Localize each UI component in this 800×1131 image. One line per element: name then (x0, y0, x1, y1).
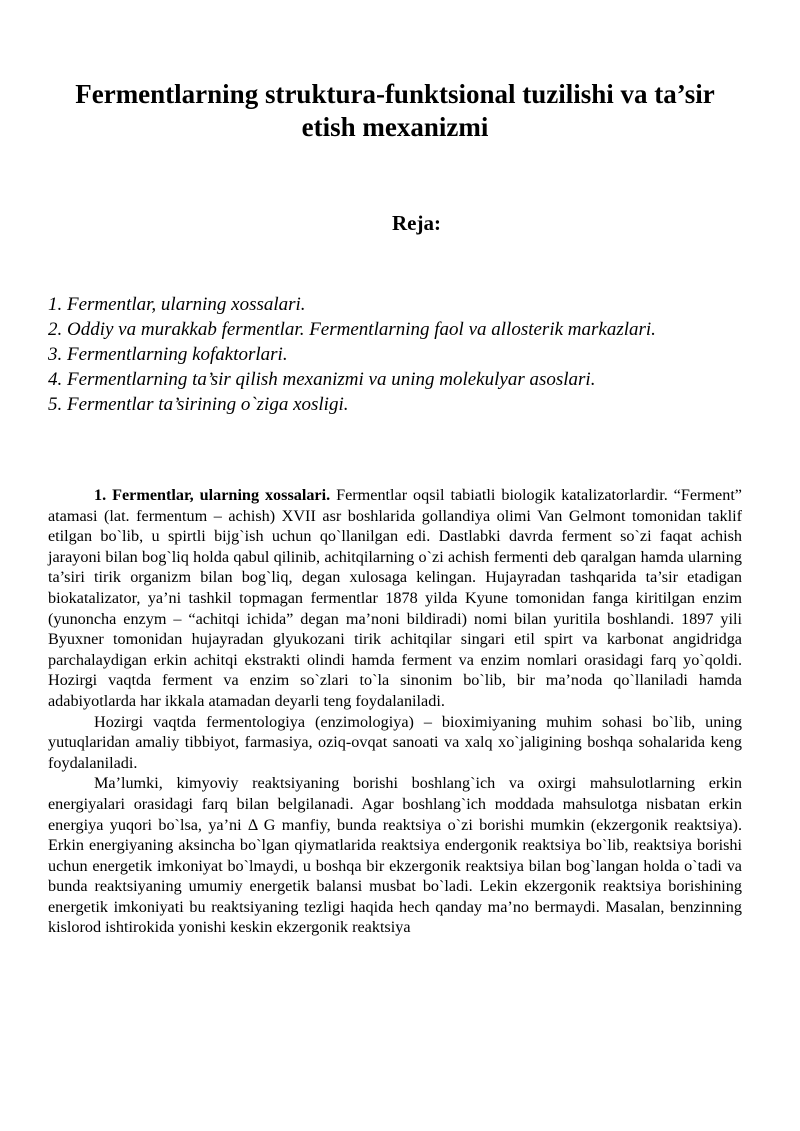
document-title: Fermentlarning struktura-funktsional tuzilishi va ta’sir etish mexanizmi (75, 79, 715, 142)
plan-item: 5. Fermentlar ta’sirining o`ziga xosligi. (48, 394, 349, 415)
paragraph (48, 485, 742, 712)
body-text (48, 485, 742, 938)
paragraph: Hozirgi vaqtda fermentologiya (enzimologiya) – bioximiyaning muhim sohasi bo`lib, uning yutuqlaridan amaliy tibbiyot, farmasiya, oziq-ovqat sanoati va xalq xo`jaligining boshqa sohalarida keng foydalaniladi. (48, 712, 742, 772)
section-heading: 1. Fermentlar, ularning xossalari. (94, 486, 331, 504)
plan-list (48, 292, 742, 417)
paragraph: Ma’lumki, kimyoviy reaktsiyaning borishi boshlang`ich va oxirgi mahsulotlarning erkin energiyalari orasidagi farq bilan belgilanadi. Agar boshlang`ich moddada mahsulotga nisbatan erkin energiya yuqori bo`lsa, ya’ni Δ G manfiy, bunda reaktsiya o`zi borishi mumkin (ekzergonik reaktsiya). Erkin energiyaning aksincha bo`lgan qiymatlarida reaktsiya endergonik reaktsiya bo`lib, reaktsiya borishi uchun energetik imkoniyat bo`lmaydi, u boshqa bir ekzergonik reaktsiya bilan bog`langan holda o`tadi va bunda reaktsiyaning umumiy energetik balansi musbat bo`ladi. Lekin ekzergonik reaktsiya borishining energetik imkoniyati bu reaktsiyaning tezligi haqida hech qanday ma’no bermaydi. Masalan, benzinning kislorod ishtirokida yonishi keskin ekzergonik reaktsiya (48, 774, 742, 937)
plan-item: 4. Fermentlarning ta’sir qilish mexanizmi va uning molekulyar asoslari. (48, 369, 596, 390)
plan-item: 2. Oddiy va murakkab fermentlar. Fermentlarning faol va allosterik markazlari. (48, 319, 656, 340)
paragraph-text: Fermentlar oqsil tabiatli biologik katalizatorlardir. “Ferment” atamasi (lat. fermentum – achish) XVII asr boshlarida gollandiya olimi Van Gelmont tomonidan taklif etilgan bo`lib, u spirtli bijg`ish uchun qo`llanilgan edi. Dastlabki davrda ferment so`zi faqat achish jarayoni bilan bog`liq holda qabul qilinib, achitqilarning o`zi achish fermenti deb qaralgan hamda ularning ta’siri tirik organizm bilan bog`liq, degan xulosaga kelingan. Hujayradan tashqarida ta’sir etadigan biokatalizator, ya’ni tashkil topmagan fermentlar 1878 yilda Kyune tomonidan fanga kiritilgan enzim (yunoncha enzym – “achitqi ichida” degan ma’noni bildiradi) nomi bilan yuritila boshlandi. 1897 yili Byuxner tomonidan hujayradan glyukozani tirik achitqilar singari etil spirt va karbonat angidridga parchalaydigan erkin achitqi ekstrakti olindi hamda ferment va enzim nomlari orasidagi farq yo`qoldi. Hozirgi vaqtda ferment va enzim so`zlari to`la sinonim bo`lib, bir ma’noda qo`llaniladi hamda adabiyotlarda har ikkala atamadan deyarli teng foydalaniladi. (48, 486, 742, 710)
plan-item: 3. Fermentlarning kofaktorlari. (48, 344, 288, 365)
plan-item: 1. Fermentlar, ularning xossalari. (48, 294, 306, 315)
plan-heading: Reja: (392, 211, 441, 235)
